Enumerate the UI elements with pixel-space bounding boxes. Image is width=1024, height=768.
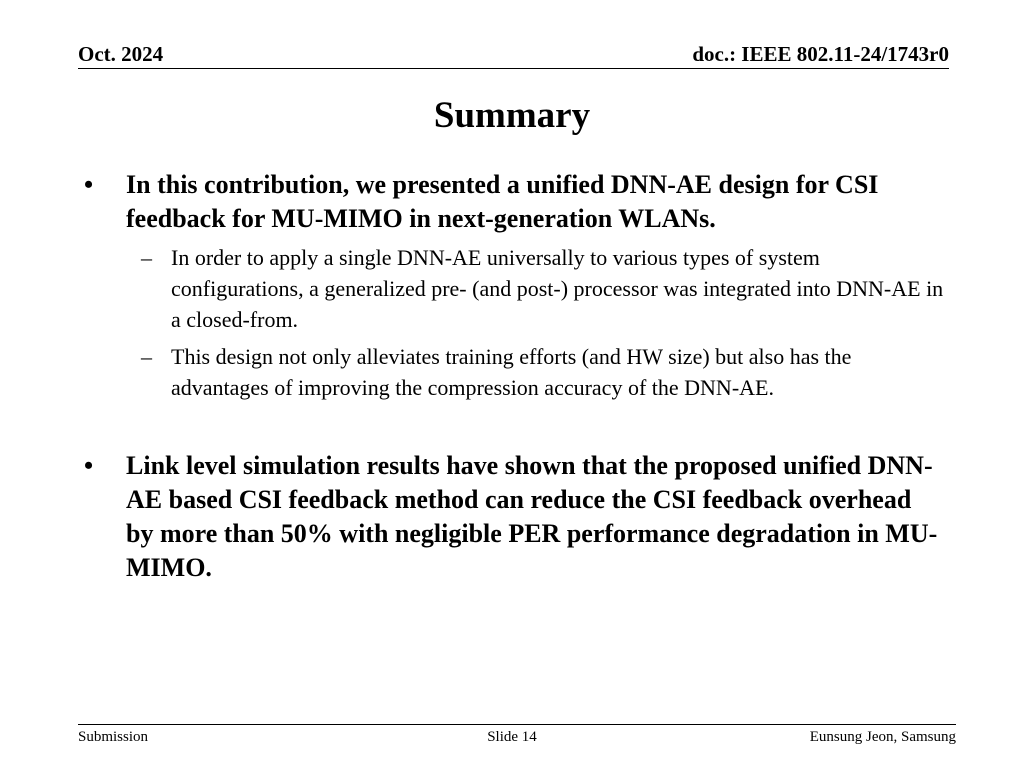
header-doc-id: doc.: IEEE 802.11-24/1743r0 xyxy=(692,42,949,66)
bullet-icon: • xyxy=(84,451,94,480)
sub-bullet-item xyxy=(84,341,944,403)
slide-title: Summary xyxy=(433,95,591,136)
bullet-item xyxy=(84,168,944,236)
bullet-text: Link level simulation results have shown that the proposed unified DNN-AE based CSI feedback method can reduce the CSI feedback overhead by more than 50% with negligible PER performance degradation in MU-MIMO. xyxy=(126,451,938,582)
footer-submission: Submission xyxy=(78,729,149,745)
sub-bullet-item xyxy=(84,242,944,335)
footer-divider xyxy=(78,724,956,725)
footer-author: Eunsung Jeon, Samsung xyxy=(809,729,956,745)
dash-icon: – xyxy=(141,344,152,369)
sub-bullet-text: In order to apply a single DNN-AE universally to various types of system configurations, a generalized pre- (and post-) processor was integrated into DNN-AE in a closed-from. xyxy=(171,245,944,332)
slide-body xyxy=(84,168,944,585)
bullet-text: In this contribution, we presented a unified DNN-AE design for CSI feedback for MU-MIMO in next-generation WLANs. xyxy=(126,170,879,233)
footer-slide-number: Slide 14 xyxy=(487,729,537,745)
dash-icon: – xyxy=(141,245,152,270)
sub-bullet-text: This design not only alleviates training efforts (and HW size) but also has the advantages of improving the compression accuracy of the DNN-AE. xyxy=(171,344,852,400)
bullet-item xyxy=(84,449,944,585)
bullet-icon: • xyxy=(84,170,94,199)
header-date: Oct. 2024 xyxy=(78,42,164,66)
header-divider xyxy=(78,68,949,69)
